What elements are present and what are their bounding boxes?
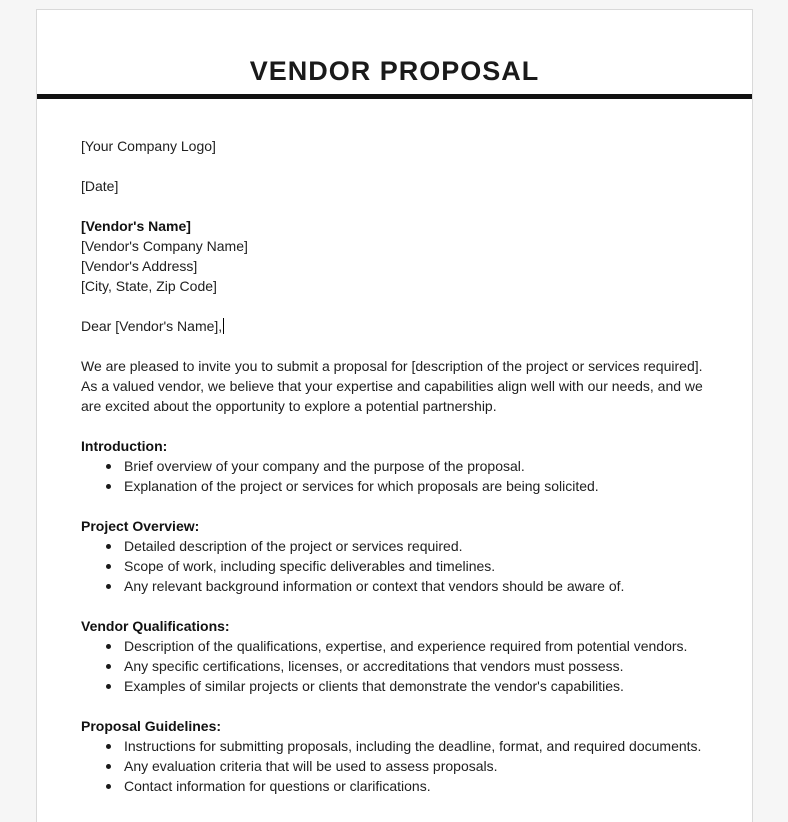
list-item[interactable]: Brief overview of your company and the purpose of the proposal. (81, 456, 708, 476)
list-item[interactable]: Explanation of the project or services for which proposals are being solicited. (81, 476, 708, 496)
list-item[interactable]: Instructions for submitting proposals, including the deadline, format, and required documents. (81, 736, 708, 756)
salutation-line[interactable] (81, 316, 708, 336)
list-item[interactable]: Any specific certifications, licenses, or accreditations that vendors must possess. (81, 656, 708, 676)
document-page[interactable] (36, 9, 753, 822)
recipient-name[interactable]: [Vendor's Name] (81, 218, 191, 234)
vendor-qualifications-bullet-list (81, 636, 708, 696)
list-item[interactable]: Detailed description of the project or services required. (81, 536, 708, 556)
list-item[interactable]: Examples of similar projects or clients that demonstrate the vendor's capabilities. (81, 676, 708, 696)
section-heading-proposal-guidelines[interactable]: Proposal Guidelines: (81, 718, 222, 734)
list-item[interactable]: Scope of work, including specific deliverables and timelines. (81, 556, 708, 576)
section-heading-introduction[interactable]: Introduction: (81, 438, 168, 454)
intro-paragraph[interactable]: We are pleased to invite you to submit a proposal for [description of the project or services required]. As a valued vendor, we believe that your expertise and capabilities align well with our needs, and we are excited about the opportunity to explore a potential partnership. (81, 358, 703, 414)
recipient-address[interactable]: [Vendor's Address] (81, 258, 198, 274)
document-title[interactable]: VENDOR PROPOSAL (249, 56, 540, 86)
section-heading-project-overview[interactable]: Project Overview: (81, 518, 200, 534)
section-heading-vendor-qualifications[interactable]: Vendor Qualifications: (81, 618, 230, 634)
proposal-guidelines-bullet-list (81, 736, 708, 796)
list-item[interactable]: Any evaluation criteria that will be used to assess proposals. (81, 756, 708, 776)
introduction-bullet-list (81, 456, 708, 496)
recipient-address-block[interactable] (81, 216, 708, 296)
recipient-company[interactable]: [Vendor's Company Name] (81, 238, 248, 254)
recipient-city-state-zip[interactable]: [City, State, Zip Code] (81, 278, 217, 294)
salutation-text[interactable]: Dear [Vendor's Name], (81, 318, 223, 334)
text-cursor-caret (223, 318, 224, 334)
list-item[interactable]: Contact information for questions or clarifications. (81, 776, 708, 796)
date-placeholder[interactable]: [Date] (81, 178, 119, 194)
company-logo-placeholder[interactable]: [Your Company Logo] (81, 138, 216, 154)
project-overview-bullet-list (81, 536, 708, 596)
document-body[interactable] (37, 99, 752, 796)
list-item[interactable]: Description of the qualifications, expertise, and experience required from potential vendors. (81, 636, 708, 656)
document-header (37, 10, 752, 88)
list-item[interactable]: Any relevant background information or context that vendors should be aware of. (81, 576, 708, 596)
